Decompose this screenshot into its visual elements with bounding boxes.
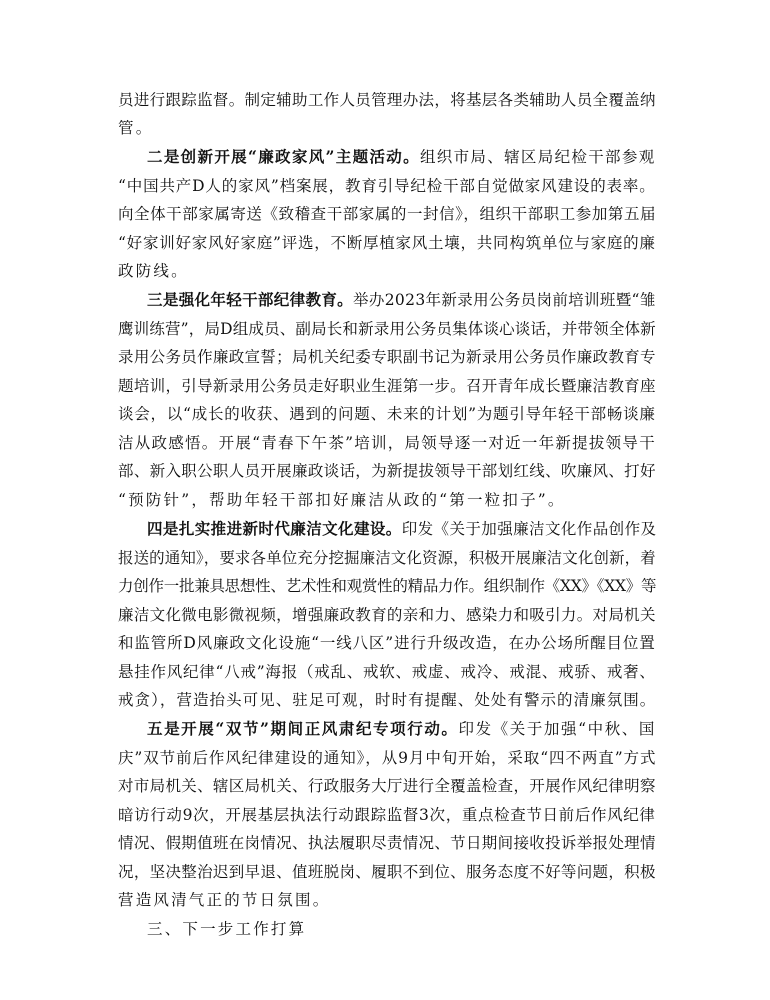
section-heading: 三、下一步工作打算	[147, 920, 307, 938]
paragraph-line: “中国共产D人的家风”档案展，教育引导纪检干部自觉做家风建设的表率。	[118, 177, 656, 195]
paragraph-line: 对市局机关、辖区局机关、行政服务大厅进行全覆盖检查，开展作风纪律明察	[118, 777, 656, 795]
paragraph-first-line	[147, 517, 656, 539]
paragraph-line: 暗访行动9次，开展基层执法行动跟踪监督3次，重点检查节日前后作风纪律	[118, 806, 656, 824]
paragraph-line: 力创作一批兼具思想性、艺术性和观赏性的精品力作。组织制作《XX》《XX》等	[118, 577, 657, 595]
paragraph-line: 员进行跟踪监督。制定辅助工作人员管理办法，将基层各类辅助人员全覆盖纳	[118, 91, 656, 109]
paragraph-lead: 五是开展“双节”期间正风肃纪专项行动。	[147, 719, 459, 738]
paragraph-line: 向全体干部家属寄送《致稽查干部家属的一封信》，组织干部职工参加第五届	[118, 205, 657, 223]
paragraph-line: “预防针”，帮助年轻干部扣好廉洁从政的“第一粒扣子”。	[118, 491, 566, 509]
paragraph-line: 政防线。	[118, 262, 189, 280]
paragraph-text: 印发《关于加强“中秋、国	[458, 720, 656, 738]
paragraph-first-line	[147, 145, 656, 167]
paragraph-first-line	[147, 288, 656, 310]
paragraph-text: 举办2023年新录用公务员岗前培训班暨“雏	[353, 291, 656, 309]
paragraph-line: 和监管所D风廉政文化设施“一线八区”进行升级改造，在办公场所醒目位置	[118, 634, 656, 652]
paragraph-line: 录用公务员作廉政宣誓；局机关纪委专职副书记为新录用公务员作廉政教育专	[118, 348, 656, 366]
paragraph-line: 报送的通知》，要求各单位充分挖掘廉洁文化资源，积极开展廉洁文化创新，着	[118, 549, 656, 567]
paragraph-text: 组织市局、辖区局纪检干部参观	[419, 148, 656, 166]
paragraph-line: 营造风清气正的节日氛围。	[118, 891, 331, 909]
paragraph-line: 鹰训练营”，局D组成员、副局长和新录用公务员集体谈心谈话，并带领全体新	[118, 320, 656, 338]
paragraph-line: 管。	[118, 119, 154, 137]
paragraph-lead: 二是创新开展“廉政家风”主题活动。	[147, 147, 420, 166]
paragraph-line: 谈会，以“成长的收获、遇到的问题、未来的计划”为题引导年轻干部畅谈廉	[118, 405, 656, 423]
paragraph-line: 悬挂作风纪律“八戒”海报（戒乱、戒软、戒虚、戒冷、戒混、戒骄、戒奢、	[118, 663, 656, 681]
paragraph-line: 戒贪），营造抬头可见、驻足可观，时时有提醒、处处有警示的清廉氛围。	[118, 691, 657, 709]
paragraph-lead: 四是扎实推进新时代廉洁文化建设。	[147, 519, 402, 538]
paragraph-line: 题培训，引导新录用公务员走好职业生涯第一步。召开青年成长暨廉洁教育座	[118, 377, 656, 395]
paragraph-line: 洁从政感悟。开展“青春下午茶”培训，局领导逐一对近一年新提拔领导干	[118, 434, 656, 452]
paragraph-text: 印发《关于加强廉洁文化作品创作及	[401, 520, 657, 538]
paragraph-line: 部、新入职公职人员开展廉政谈话，为新提拔领导干部划红线、吹廉风、打好	[118, 462, 656, 480]
paragraph-line: 廉洁文化微电影微视频，增强廉政教育的亲和力、感染力和吸引力。对局机关	[118, 606, 656, 624]
paragraph-line: 况，坚决整治迟到早退、值班脱岗、履职不到位、服务态度不好等问题，积极	[118, 863, 656, 881]
paragraph-line: 情况、假期值班在岗情况、执法履职尽责情况、节日期间接收投诉举报处理情	[118, 834, 656, 852]
paragraph-lead: 三是强化年轻干部纪律教育。	[147, 290, 354, 309]
paragraph-line: “好家训好家风好家庭”评选，不断厚植家风土壤，共同构筑单位与家庭的廉	[118, 234, 656, 252]
paragraph-line: 庆”双节前后作风纪律建设的通知》，从9月中旬开始，采取“四不两直”方式	[118, 749, 657, 767]
paragraph-first-line	[147, 717, 656, 739]
